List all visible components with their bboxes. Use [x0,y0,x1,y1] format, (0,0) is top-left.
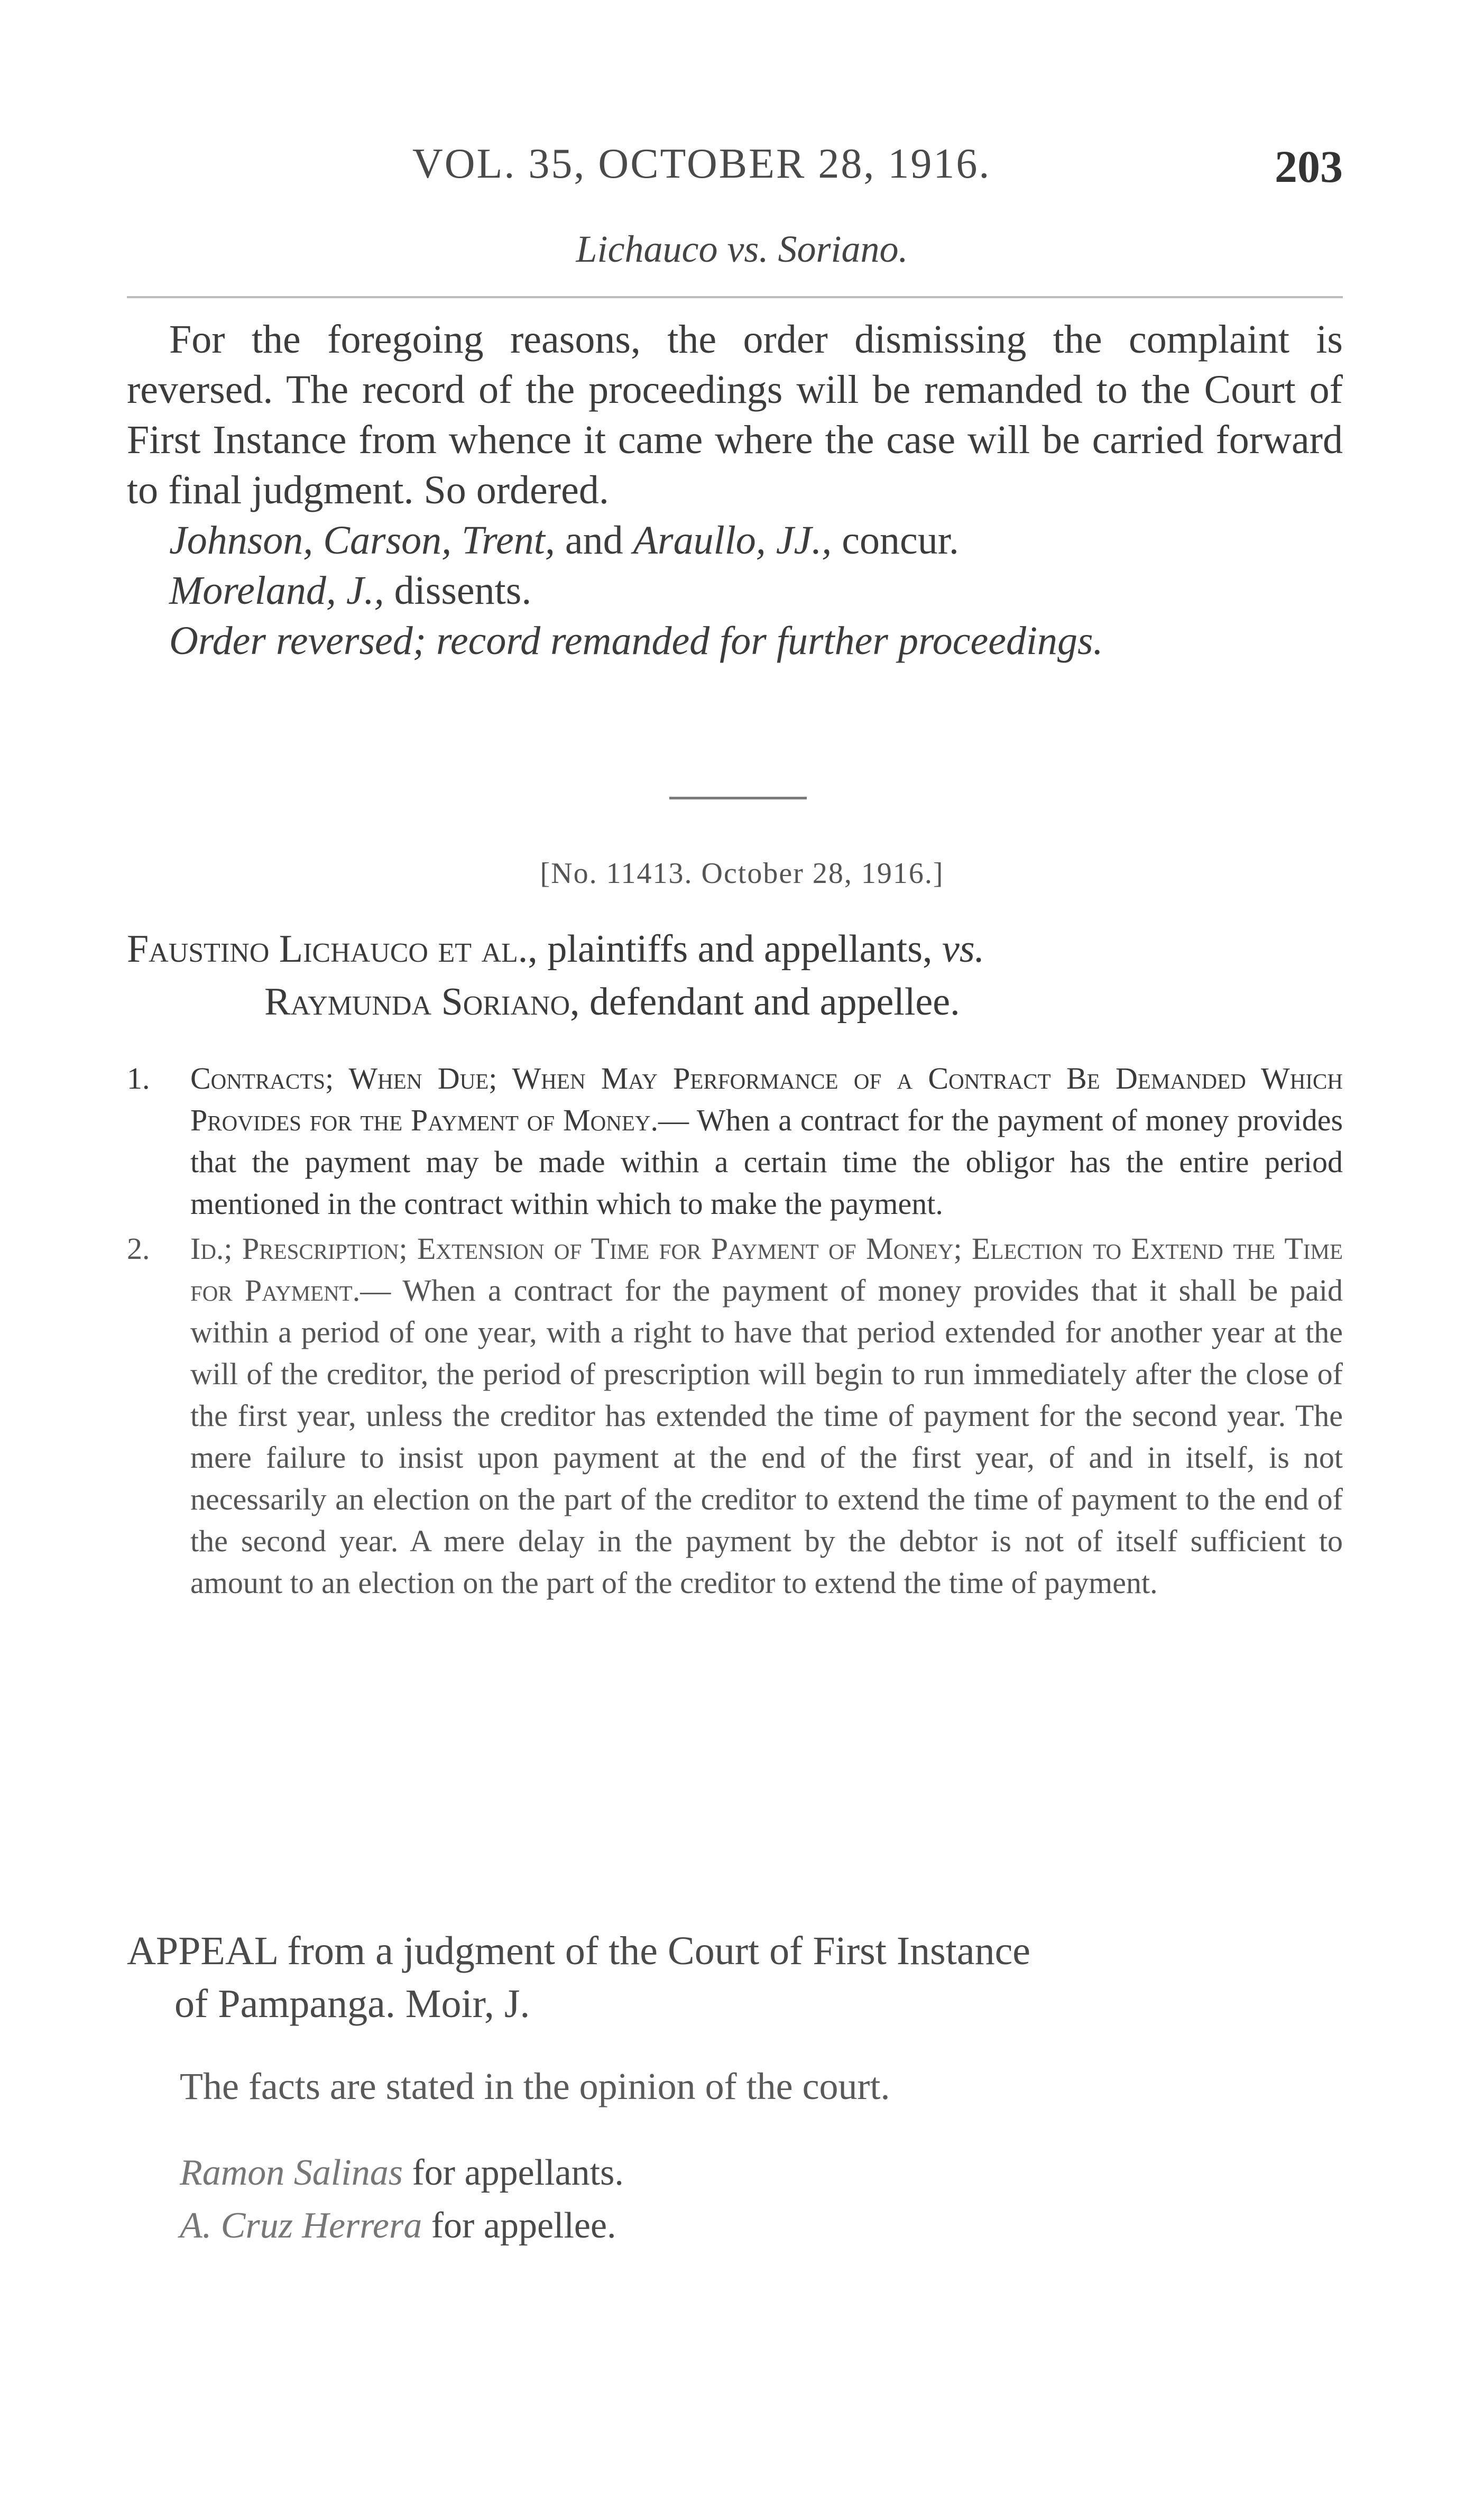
counsel-block [180,2147,624,2252]
dissenting-justice: Moreland, J., [169,568,384,613]
syllabus-item [127,1228,1343,1604]
appeal-line-2: of Pampanga. Moir, J. [174,1982,530,2026]
running-head: Lichauco vs. Soriano. [576,228,908,270]
plaintiff-role: plaintiffs and appellants, [547,927,933,971]
syllabus-number: 2. [127,1231,150,1266]
prior-case-conclusion [127,315,1343,666]
syllabus [127,1057,1343,1607]
counsel-appellee [180,2199,624,2252]
disposition-line: Order reversed; record remanded for further proceedings. [169,619,1103,663]
counsel-role: for appellee. [431,2205,616,2246]
defendant-name: Raymunda Soriano, [264,980,580,1024]
appeal-line-1: APPEAL from a judgment of the Court of First Instance [127,1929,1031,1973]
case-title-line-2 [127,975,1343,1028]
syllabus-item [127,1057,1343,1225]
concurring-last-justice: Araullo, JJ., [633,518,832,563]
counsel-appellants [180,2147,624,2199]
concur-word: concur. [842,518,959,563]
page-header [127,140,1343,204]
docket-number: [No. 11413. October 28, 1916.] [540,857,944,890]
case-title [127,923,1343,1028]
dissent-word: dissents. [394,568,532,613]
volume-date-header: VOL. 35, OCTOBER 28, 1916. [412,141,991,187]
syllabus-heading: Id.; Prescription; Extension of Time for Payment of Money; Election to Extend the Time for Payment.— [190,1231,1343,1308]
case-title-line-1 [127,923,1343,975]
conclusion-paragraph: For the foregoing reasons, the order dismissing the complaint is reversed. The record of the proceedings will be remanded to the Court of First Instance from whence it came where the case will be carried forward to final judgment. So ordered. [127,317,1343,512]
section-divider [669,797,807,799]
appeal-statement [127,1925,1343,2030]
counsel-name: A. Cruz Herrera [180,2205,422,2246]
concur-and: and [565,518,623,563]
concurrence-line [127,515,1343,566]
page-number: 203 [1275,141,1343,192]
defendant-role: defendant and appellee. [589,980,960,1024]
versus: vs. [942,927,985,971]
plaintiff-name: Faustino Lichauco et al., [127,927,538,971]
dissent-line [127,566,1343,616]
syllabus-text: When a contract for the payment of money provides that it shall be paid within a period of one year, with a right to have that period extended for another year at the will of the creditor, the period of prescription will begin to run immediately after the close of the first year, unless the creditor has extended the time of payment for the second year. The mere failure to insist upon payment at the end of the first year, of and in itself, is not necessarily an election on the part of the creditor to extend the time of payment to the end of the second year. A mere delay in the payment by the debtor is not of itself sufficient to amount to an election on the part of the creditor to extend the time of payment. [190,1273,1343,1600]
facts-statement: The facts are stated in the opinion of the court. [180,2065,890,2107]
header-rule [127,296,1343,298]
concurring-justices: Johnson, Carson, Trent, [169,518,555,563]
syllabus-number: 1. [127,1061,150,1096]
counsel-name: Ramon Salinas [180,2152,403,2193]
syllabus-text: When a contract for the payment of money provides that the payment may be made within a certain time the obligor has the entire period mentioned in the contract within which to make the payment. [190,1103,1343,1221]
syllabus-heading: Contracts; When Due; When May Performance of a Contract Be Demanded Which Provides for the Payment of Money.— [190,1061,1343,1137]
counsel-role: for appellants. [412,2152,624,2193]
